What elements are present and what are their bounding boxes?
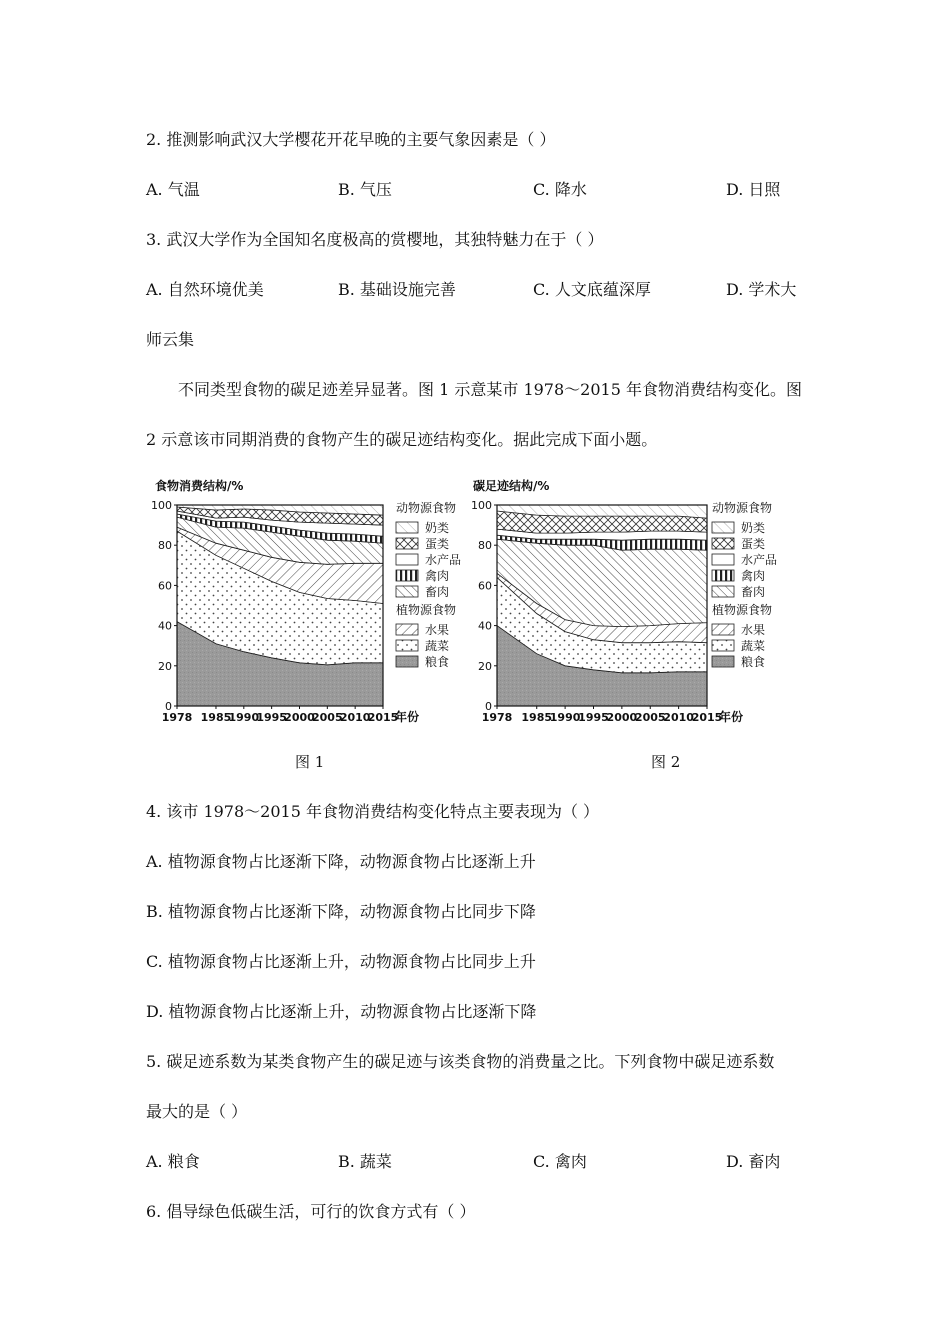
- fig1-legend-swatch-livestock-meat: [396, 586, 418, 597]
- q3-option-d: D. 学术大: [726, 280, 797, 299]
- fig1-xtick-label: 2015: [367, 711, 399, 724]
- fig2-legend-swatch-grain: [712, 656, 734, 667]
- fig1-legend-group-title: 植物源食物: [396, 603, 457, 617]
- fig2-ytick-label: 100: [471, 499, 492, 512]
- fig2-ytick-label: 80: [478, 539, 492, 553]
- material-line-1: 不同类型食物的碳足迹差异显著。图 1 示意某市 1978～2015 年食物消费结构变化。图: [178, 380, 802, 399]
- fig1-legend-label-vegetable: 蔬菜: [425, 639, 450, 653]
- fig1-xtick-label: 1978: [161, 711, 193, 724]
- fig2-xtick-label: 1978: [481, 711, 513, 724]
- fig2-legend-label-milk: 奶类: [741, 521, 766, 535]
- fig1-legend-label-poultry: 禽肉: [425, 569, 450, 583]
- q4-option-b: B. 植物源食物占比逐渐下降，动物源食物占比同步下降: [146, 902, 536, 921]
- question-2-stem: 2. 推测影响武汉大学樱花开花早晚的主要气象因素是（ ）: [146, 130, 556, 149]
- q5-option-c: C. 禽肉: [533, 1152, 587, 1171]
- fig1-xtick-label: 1990: [228, 711, 260, 724]
- fig2-legend-group-title: 动物源食物: [712, 501, 773, 515]
- fig1-legend-label-livestock-meat: 畜肉: [425, 585, 450, 599]
- q5-option-a: A. 粮食: [146, 1152, 200, 1171]
- fig1-title: 食物消费结构/%: [155, 479, 244, 493]
- q2-option-c: C. 降水: [533, 180, 587, 199]
- q3-option-a: A. 自然环境优美: [146, 280, 264, 299]
- fig2-legend-swatch-fruit: [712, 624, 734, 635]
- fig1-legend-swatch-aquatic: [396, 554, 418, 565]
- fig1-ytick-label: 40: [158, 619, 172, 633]
- fig1-x-axis-label: 年份: [395, 710, 420, 724]
- q5-option-d: D. 畜肉: [726, 1152, 781, 1171]
- fig2-ytick-label: 0: [485, 700, 492, 713]
- fig2-legend-label-poultry: 禽肉: [741, 569, 766, 583]
- fig2-xtick-label: 2000: [606, 711, 638, 724]
- fig2-ytick-label: 60: [478, 579, 492, 593]
- fig2-ytick-label: 20: [478, 659, 492, 673]
- fig1-xtick-label: 2000: [284, 711, 315, 724]
- fig1-ytick-label: 20: [158, 659, 172, 673]
- fig2-legend-label-aquatic: 水产品: [741, 553, 778, 567]
- fig2-ytick-label: 40: [478, 619, 492, 633]
- fig1-ytick-label: 60: [158, 579, 172, 593]
- q3-option-b: B. 基础设施完善: [338, 280, 456, 299]
- fig1-legend-swatch-poultry: [396, 570, 418, 581]
- fig1-ytick-label: 0: [165, 700, 172, 713]
- q3-option-c: C. 人文底蕴深厚: [533, 280, 651, 299]
- q4-option-d: D. 植物源食物占比逐渐上升，动物源食物占比逐渐下降: [146, 1002, 537, 1021]
- fig1-legend-label-aquatic: 水产品: [425, 553, 462, 567]
- fig2-xtick-label: 1990: [549, 711, 581, 724]
- fig2-legend-swatch-poultry: [712, 570, 734, 581]
- question-6-stem: 6. 倡导绿色低碳生活，可行的饮食方式有（ ）: [146, 1202, 476, 1221]
- fig1-legend-swatch-milk: [396, 522, 418, 533]
- fig2-legend-label-vegetable: 蔬菜: [741, 639, 766, 653]
- fig2-legend-label-livestock-meat: 畜肉: [741, 585, 766, 599]
- fig2-xtick-label: 2015: [691, 711, 723, 724]
- fig2-legend-label-egg: 蛋类: [741, 537, 766, 551]
- fig1-xtick-label: 1995: [256, 711, 287, 724]
- fig1-xtick-label: 2010: [339, 711, 371, 724]
- fig2-xtick-label: 2010: [663, 711, 694, 724]
- fig1-xtick-label: 1985: [200, 711, 232, 724]
- fig2-legend-swatch-egg: [712, 538, 734, 549]
- q4-option-a: A. 植物源食物占比逐渐下降，动物源食物占比逐渐上升: [146, 852, 536, 871]
- fig2-legend-label-fruit: 水果: [741, 623, 766, 637]
- fig1-legend-label-fruit: 水果: [425, 623, 450, 637]
- fig1-legend-group-title: 动物源食物: [396, 501, 457, 515]
- question-4-stem: 4. 该市 1978～2015 年食物消费结构变化特点主要表现为（ ）: [146, 802, 600, 821]
- q2-option-b: B. 气压: [338, 180, 392, 199]
- fig2-xtick-label: 1985: [521, 711, 553, 724]
- q2-option-d: D. 日照: [726, 180, 781, 199]
- q3-option-d-wrap: 师云集: [146, 330, 195, 349]
- fig1-ytick-label: 100: [151, 499, 172, 512]
- question-3-stem: 3. 武汉大学作为全国知名度极高的赏樱地，其独特魅力在于（ ）: [146, 230, 604, 249]
- q4-option-c: C. 植物源食物占比逐渐上升，动物源食物占比同步上升: [146, 952, 536, 971]
- fig1-legend-swatch-grain: [396, 656, 418, 667]
- fig2-legend-label-grain: 粮食: [741, 655, 766, 669]
- fig1-legend-label-grain: 粮食: [425, 655, 450, 669]
- fig1-ytick-label: 80: [158, 539, 172, 553]
- fig2-legend-group-title: 植物源食物: [712, 603, 773, 617]
- fig1-legend-swatch-fruit: [396, 624, 418, 635]
- fig2-legend-swatch-milk: [712, 522, 734, 533]
- fig2-title: 碳足迹结构/%: [473, 479, 550, 493]
- question-5-stem-line-1: 5. 碳足迹系数为某类食物产生的碳足迹与该类食物的消费量之比。下列食物中碳足迹系数: [146, 1052, 775, 1071]
- fig2-x-axis-label: 年份: [719, 710, 744, 724]
- fig1-xtick-label: 2005: [312, 711, 343, 724]
- fig2-legend-swatch-aquatic: [712, 554, 734, 565]
- fig1-legend-label-egg: 蛋类: [425, 537, 450, 551]
- fig2-legend-swatch-vegetable: [712, 640, 734, 651]
- material-line-2: 2 示意该市同期消费的食物产生的碳足迹结构变化。据此完成下面小题。: [146, 430, 658, 449]
- figure-1-caption: 图 1: [295, 753, 325, 771]
- fig2-legend-swatch-livestock-meat: [712, 586, 734, 597]
- q2-option-a: A. 气温: [146, 180, 200, 199]
- fig2-xtick-label: 2005: [634, 711, 666, 724]
- fig1-legend-label-milk: 奶类: [425, 521, 450, 535]
- figures: [0, 472, 950, 732]
- fig1-legend-swatch-egg: [396, 538, 418, 549]
- fig1-legend-swatch-vegetable: [396, 640, 418, 651]
- fig2-xtick-label: 1995: [578, 711, 609, 724]
- figure-2-caption: 图 2: [651, 753, 681, 771]
- question-5-stem-line-2: 最大的是（ ）: [146, 1102, 248, 1121]
- q5-option-b: B. 蔬菜: [338, 1152, 392, 1171]
